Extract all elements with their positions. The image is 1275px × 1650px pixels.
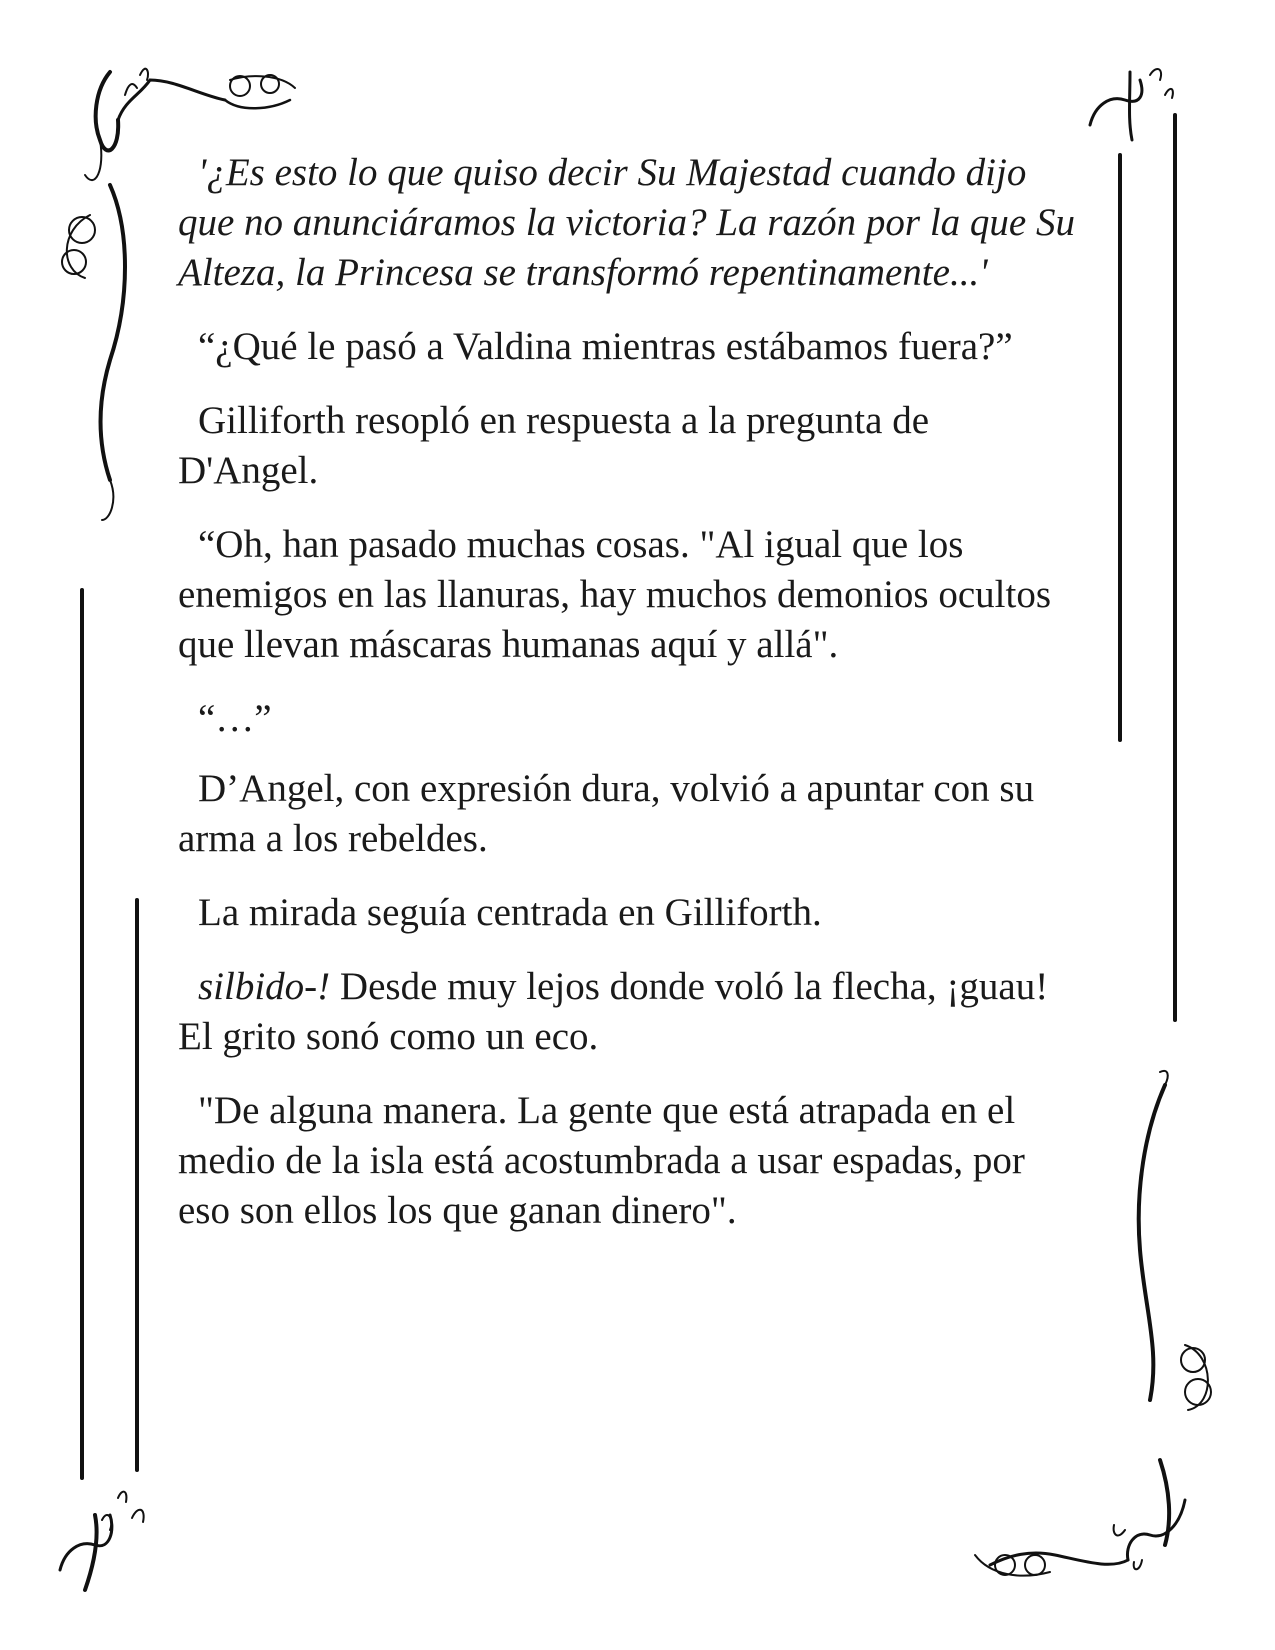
left-vertical-scroll-icon [62, 185, 137, 1478]
paragraph-sound-effect [178, 962, 1078, 1062]
paragraph-narration: D’Angel, con expresión dura, volvió a apuntar con su arma a los rebeldes. [178, 767, 1035, 860]
paragraph-dialogue: “Oh, han pasado muchas cosas. "Al igual que los enemigos en las llanuras, hay muchos demonios ocultos que llevan máscaras humanas aquí y allá". [178, 523, 1052, 666]
paragraph-ellipsis: “…” [198, 697, 272, 740]
sound-effect-text: silbido-! [198, 965, 331, 1008]
flourish-bottom-left-icon [60, 1492, 144, 1590]
right-vertical-scroll-icon [1139, 1071, 1211, 1410]
paragraph-dialogue: “¿Qué le pasó a Valdina mientras estábamos fuera?” [198, 325, 1013, 368]
paragraph-text: Desde muy lejos donde voló la flecha, ¡guau! El grito sonó como un eco. [178, 965, 1049, 1058]
paragraph-thought: '¿Es esto lo que quiso decir Su Majestad cuando dijo que no anunciáramos la victoria? La razón por la que Su Alteza, la Princesa se transformó repentinamente...' [178, 151, 1075, 294]
flourish-bottom-right-icon [975, 1460, 1185, 1576]
page-body [178, 148, 1078, 1260]
paragraph-dialogue: "De alguna manera. La gente que está atrapada en el medio de la isla está acostumbrada a usar espadas, por eso son ellos los que ganan dinero". [178, 1089, 1025, 1232]
paragraph-narration: Gilliforth resopló en respuesta a la pregunta de D'Angel. [178, 399, 930, 492]
paragraph-narration: La mirada seguía centrada en Gilliforth. [198, 891, 822, 934]
flourish-top-right-icon [1090, 69, 1175, 1020]
